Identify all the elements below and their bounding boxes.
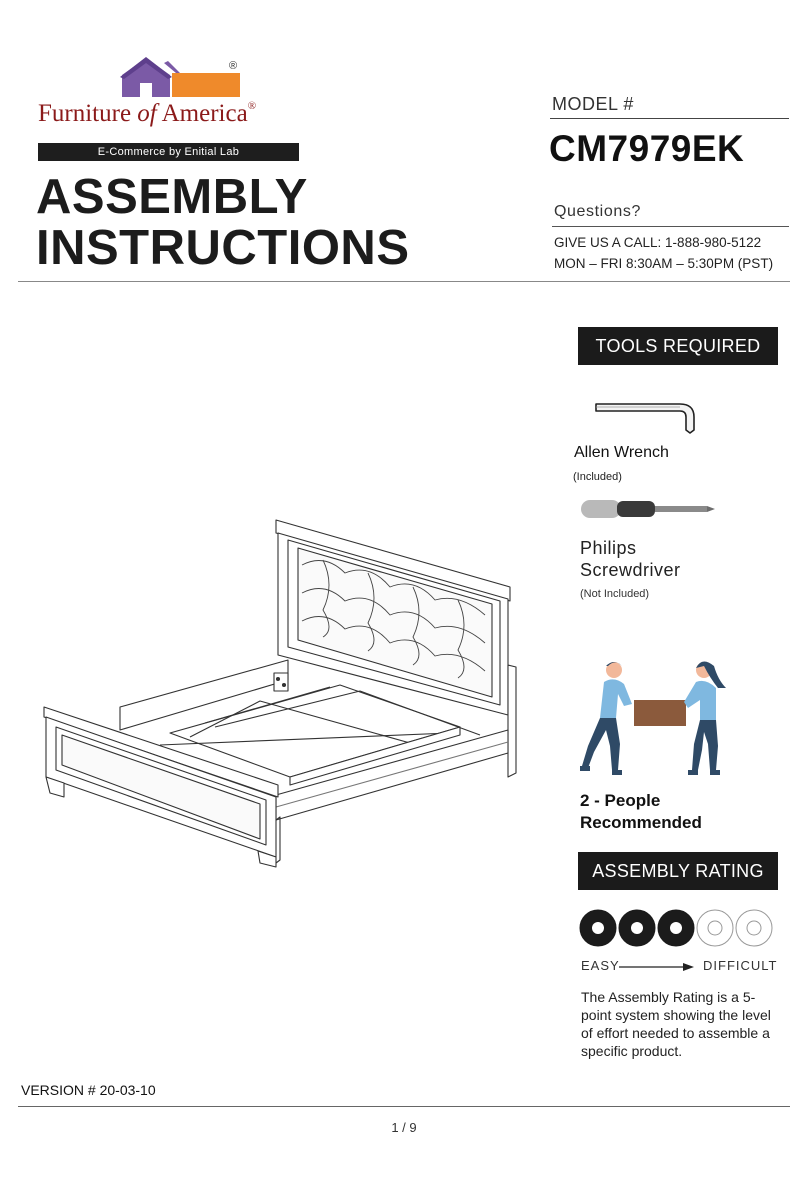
rating-easy-label: EASY bbox=[581, 958, 620, 973]
arrow-right-icon bbox=[619, 960, 695, 974]
assembly-rating-dots bbox=[579, 907, 779, 949]
page-title-line2: INSTRUCTIONS bbox=[36, 221, 410, 275]
version-label: VERSION # 20-03-10 bbox=[21, 1082, 156, 1098]
screwdriver-label-line2: Screwdriver bbox=[580, 560, 681, 580]
rating-dot-filled bbox=[658, 910, 694, 946]
brand-name-part1: Furniture bbox=[38, 100, 138, 127]
rating-dot-empty bbox=[736, 910, 772, 946]
screwdriver-label-line1: Philips bbox=[580, 538, 637, 558]
footer-divider bbox=[18, 1106, 790, 1107]
screwdriver-label bbox=[580, 537, 780, 581]
tools-required-heading: TOOLS REQUIRED bbox=[578, 327, 778, 365]
brand-registered-mark: ® bbox=[247, 100, 257, 112]
rating-dot-filled bbox=[580, 910, 616, 946]
model-label: MODEL # bbox=[552, 94, 634, 114]
people-label-line2: Recommended bbox=[580, 813, 702, 832]
header-divider bbox=[18, 281, 790, 282]
contact-hours: MON – FRI 8:30AM – 5:30PM (PST) bbox=[554, 256, 774, 271]
people-recommended-label bbox=[580, 790, 780, 834]
page-number: 1 / 9 bbox=[391, 1120, 417, 1135]
allen-wrench-note: (Included) bbox=[573, 471, 622, 483]
model-divider bbox=[550, 118, 789, 119]
logo-registered-mark: ® bbox=[229, 60, 238, 72]
questions-divider bbox=[552, 226, 789, 227]
assembly-rating-heading: ASSEMBLY RATING bbox=[578, 852, 778, 890]
brand-name bbox=[38, 100, 256, 128]
company-logo-house-icon bbox=[120, 55, 244, 99]
allen-wrench-label: Allen Wrench bbox=[574, 444, 669, 461]
contact-phone: GIVE US A CALL: 1-888-980-5122 bbox=[554, 235, 762, 250]
bed-illustration bbox=[40, 515, 520, 870]
brand-name-part3: America bbox=[156, 100, 248, 127]
brand-tagline: E-Commerce by Enitial Lab bbox=[38, 143, 299, 161]
rating-dot-filled bbox=[619, 910, 655, 946]
rating-description: The Assembly Rating is a 5-point system showing the level of effort needed to assemble a specific product. bbox=[581, 989, 771, 1059]
screwdriver-note: (Not Included) bbox=[580, 588, 650, 600]
questions-label: Questions? bbox=[554, 203, 641, 220]
screwdriver-icon bbox=[579, 496, 717, 522]
page-title-line1: ASSEMBLY bbox=[36, 170, 308, 224]
two-people-carrying-icon bbox=[574, 658, 744, 782]
brand-name-of: of bbox=[137, 100, 157, 127]
people-label-line1: 2 - People bbox=[580, 791, 661, 810]
rating-dot-empty bbox=[697, 910, 733, 946]
rating-difficult-label: DIFFICULT bbox=[703, 958, 778, 973]
allen-wrench-icon bbox=[594, 397, 700, 437]
model-number: CM7979EK bbox=[549, 128, 745, 169]
